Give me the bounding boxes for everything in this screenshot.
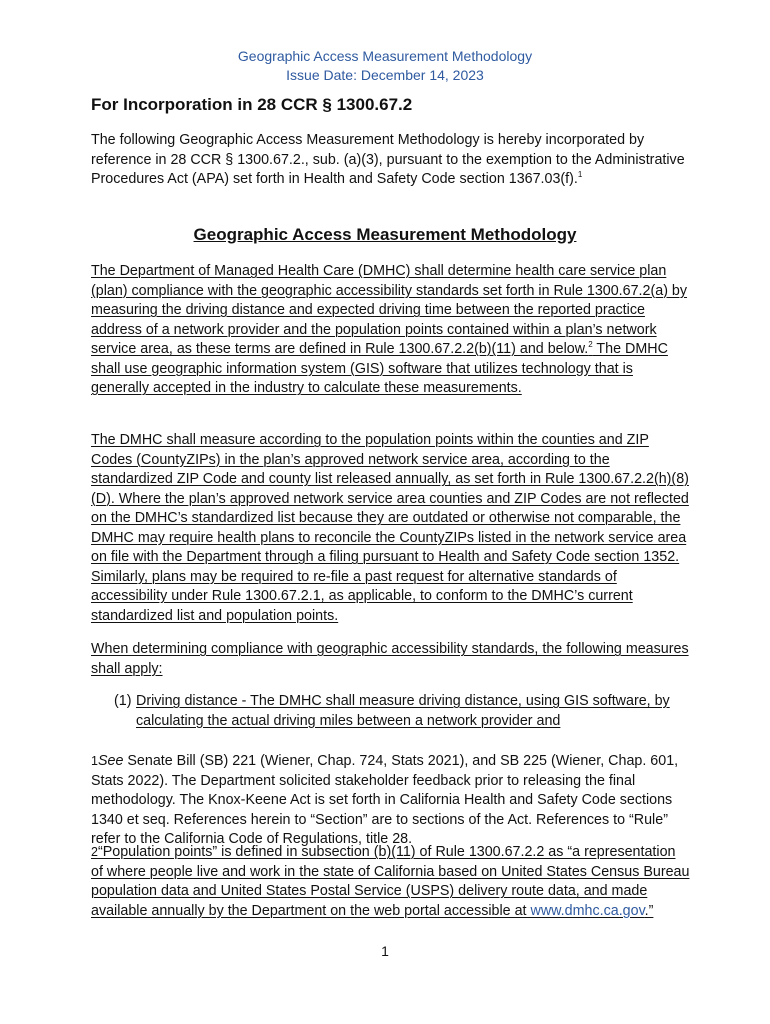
dmhc-website-link[interactable]: www.dmhc.ca.gov [530, 902, 645, 919]
footnote-2 [91, 843, 691, 921]
footnote-1-see: See [97, 753, 124, 769]
list-number: (1) [114, 693, 132, 709]
section-title-text: Geographic Access Measurement Methodology [193, 225, 577, 244]
footnote-1-number: 1 [91, 754, 98, 768]
incorporation-heading: For Incorporation in 28 CCR § 1300.67.2 [91, 95, 413, 114]
paragraph-1-text-b: The DMHC shall use geographic information system (GIS) software that utilizes technology that is generally accepted in the industry to calculate these measurements. [91, 341, 668, 396]
footnote-1 [91, 752, 691, 850]
section-title [0, 224, 770, 246]
paragraph-1-text-a: The Department of Managed Health Care (DMHC) shall determine health care service plan (plan) compliance with the geographic accessibility standards set forth in Rule 1300.67.2(a) by measuring the driving distance and expected driving time between the reported practice address of a network provider and the population points contained within a plan’s network service area, as these terms are defined in Rule 1300.67.2.2(b)(11) and below. [91, 263, 688, 357]
page-number: 1 [381, 943, 389, 959]
footnote-2-number: 2 [91, 845, 98, 859]
footnote-2-end: .” [644, 902, 654, 919]
footnote-1-text: Senate Bill (SB) 221 (Wiener, Chap. 724, Stats 2021), and SB 225 (Wiener, Chap. 601, Stats 2022). The Department solicited stakeholder feedback prior to releasing the final methodology. The Knox-Keene Act is set forth in California Health and Safety Code sections 1340 et seq. References herein to “Section” are to sections of the Act. References to “Rule” refer to the California Code of Regulations, title 28. [91, 753, 679, 847]
paragraph-1 [91, 262, 691, 399]
intro-text: The following Geographic Access Measurement Methodology is hereby incorporated by reference in 28 CCR § 1300.67.2., sub. (a)(3), pursuant to the exemption to the Administrative Procedures Act (APA) set forth in Health and Safety Code section 1367.03(f). [91, 132, 685, 187]
header-title: Geographic Access Measurement Methodology [237, 48, 533, 64]
paragraph-3: When determining compliance with geographic accessibility standards, the following measures shall apply: [91, 641, 689, 677]
intro-paragraph [91, 131, 691, 190]
footnote-2-text: “Population points” is defined in subsection (b)(11) of Rule 1300.67.2.2 as “a representation of where people live and work in the state of California based on United States Census Bureau population data and United States Postal Service (USPS) delivery route data, and made available annually by the Department on the web portal accessible at [91, 844, 690, 919]
header-issue-date: Issue Date: December 14, 2023 [286, 67, 484, 83]
footnote-ref-1[interactable]: 1 [577, 170, 583, 180]
list-text: Driving distance - The DMHC shall measure driving distance, using GIS software, by calculating the actual driving miles between a network provider and [136, 693, 670, 729]
footnote-ref-2[interactable]: 2 [588, 340, 593, 350]
page-header [0, 47, 770, 85]
paragraph-2: The DMHC shall measure according to the population points within the counties and ZIP Codes (CountyZIPs) in the plan’s approved network service area, according to the standardized ZIP Code and county list released annually, as set forth in Rule 1300.67.2.2(h)(8)(D). Where the plan’s approved network service area counties and ZIP Codes are not reflected on the DMHC’s standardized list because they are outdated or otherwise not comparable, the DMHC may require health plans to reconcile the CountyZIPs listed in the network service area on file with the Department through a filing pursuant to Health and Safety Code section 1352. Similarly, plans may be required to re-file a past request for alternative standards of accessibility under Rule 1300.67.2.1, as applicable, to conform to the DMHC’s current standardized list and population points. [91, 432, 689, 624]
